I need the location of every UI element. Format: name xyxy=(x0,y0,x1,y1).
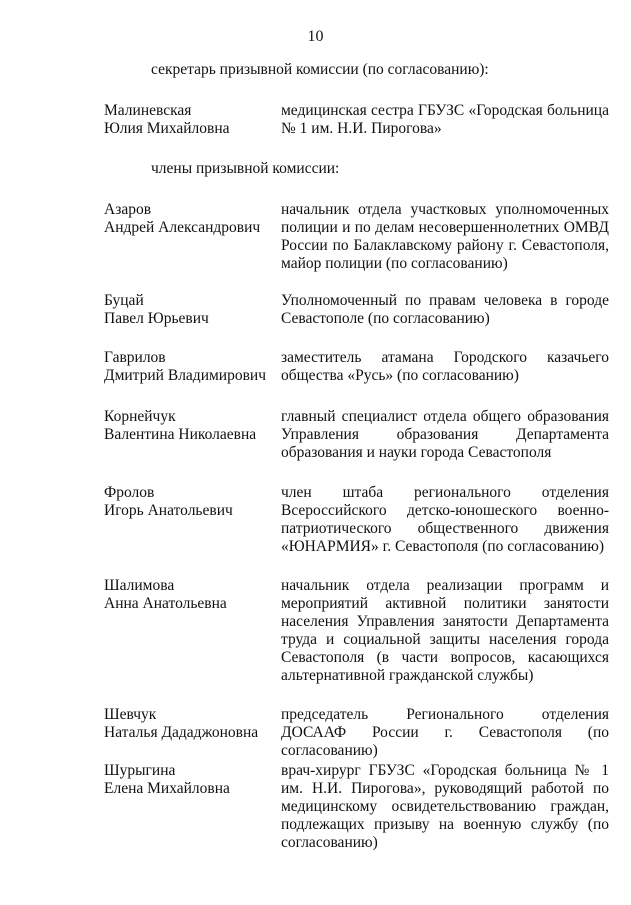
members-heading: члены призывной комиссии: xyxy=(151,160,340,177)
position-description: Уполномоченный по правам человека в городе Севастополе (по согласованию) xyxy=(281,292,609,327)
position-description: председатель Регионального отделения ДОСААФ России г. Севастополя (по согласованию) xyxy=(281,706,609,759)
surname: Малиневская xyxy=(104,102,192,119)
person-name xyxy=(104,349,274,385)
given-names: Наталья Дададжоновна xyxy=(104,724,259,741)
given-names: Игорь Анатольевич xyxy=(104,502,233,519)
person-name xyxy=(104,706,274,742)
person-name xyxy=(104,102,274,138)
surname: Корнейчук xyxy=(104,408,176,425)
surname: Шурыгина xyxy=(104,762,176,779)
position-description: врач-хирург ГБУЗС «Городская больница № 1 им. Н.И. Пирогова», руководящий работой по медицинскому освидетельствованию граждан, подлежащих призыву на военную службу (по согласованию) xyxy=(281,762,609,851)
given-names: Дмитрий Владимирович xyxy=(104,367,267,384)
person-name xyxy=(104,201,274,237)
position-description: главный специалист отдела общего образования Управления образования Департамента образования и науки города Севастополя xyxy=(281,408,609,461)
person-name xyxy=(104,408,274,444)
position-description: член штаба регионального отделения Всероссийского детско-юношеского военно-патриотического общественного движения «ЮНАРМИЯ» г. Севастополя (по согласованию) xyxy=(281,484,609,555)
surname: Фролов xyxy=(104,484,155,501)
given-names: Валентина Николаевна xyxy=(104,426,257,443)
page-number: 10 xyxy=(307,28,324,45)
person-name xyxy=(104,577,274,613)
secretary-heading: секретарь призывной комиссии (по согласованию): xyxy=(151,61,489,78)
surname: Азаров xyxy=(104,201,152,218)
given-names: Юлия Михайловна xyxy=(104,120,230,137)
position-description: заместитель атамана Городского казачьего общества «Русь» (по согласованию) xyxy=(281,349,609,384)
surname: Буцай xyxy=(104,292,144,309)
position-description: начальник отдела участковых уполномоченных полиции и по делам несовершеннолетних ОМВД России по Балаклавскому району г. Севастополя, майор полиции (по согласованию) xyxy=(281,201,609,272)
given-names: Андрей Александрович xyxy=(104,219,261,236)
position-description: медицинская сестра ГБУЗС «Городская больница № 1 им. Н.И. Пирогова» xyxy=(281,102,609,137)
person-name xyxy=(104,484,274,520)
given-names: Анна Анатольевна xyxy=(104,595,227,612)
person-name xyxy=(104,762,274,798)
given-names: Павел Юрьевич xyxy=(104,310,209,327)
surname: Шевчук xyxy=(104,706,157,723)
person-name xyxy=(104,292,274,328)
surname: Шалимова xyxy=(104,577,175,594)
position-description: начальник отдела реализации программ и мероприятий активной политики занятости населения Управления занятости Департамента труда и социальной защиты населения города Севастополя (в части вопросов, касающихся альтернативной гражданской службы) xyxy=(281,577,609,684)
given-names: Елена Михайловна xyxy=(104,780,230,797)
surname: Гаврилов xyxy=(104,349,166,366)
